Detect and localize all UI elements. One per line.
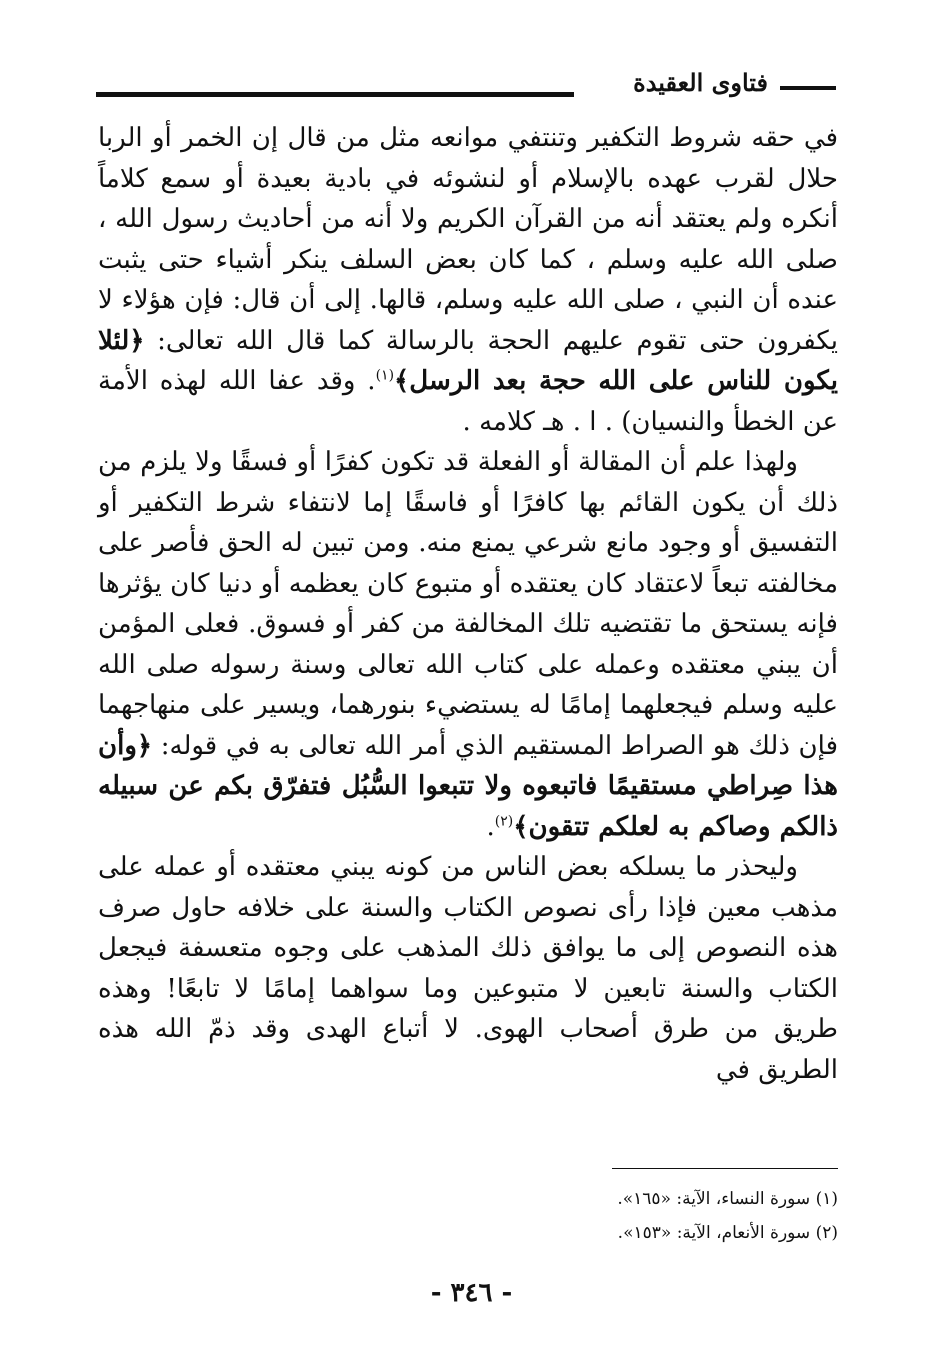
header-title: فتاوى العقيدة [633, 68, 768, 97]
paragraph-text: . وقد عفا الله لهذه الأمة عن الخطأ والنسيان) . ا . هـ كلامه . [98, 366, 838, 437]
running-header [96, 68, 836, 104]
paragraph-text: ولهذا علم أن المقالة أو الفعلة قد تكون كفرًا أو فسقًا ولا يلزم من ذلك أن يكون القائم بها كافرًا أو فاسقًا إما لانتفاء شرط التكفير أو التفسيق أو وجود مانع شرعي يمنع منه. ومن تبين له الحق فأصر على مخالفته تبعاً لاعتقاد كان يعتقده أو متبوع كان يعظمه أو دنيا كان يؤثرها فإنه يستحق ما تقتضيه تلك المخالفة من كفر أو فسوق. فعلى المؤمن أن يبني معتقده وعمله على كتاب الله تعالى وسنة رسوله صلى الله عليه وسلم فيجعلهما إمامًا له يستضيء بنورهما، ويسير على منهاجهما فإن ذلك هو الصراط المستقيم الذي أمر الله تعالى به في قوله: [98, 447, 838, 761]
footnote-separator [612, 1168, 838, 1169]
footnote-reference: (٢) [494, 812, 514, 829]
header-short-rule [780, 86, 836, 90]
paragraph-text: في حقه شروط التكفير وتنتفي موانعه مثل من قال إن الخمر أو الربا حلال لقرب عهده بالإسلام أو لنشوئه في بادية بعيدة أو سمع كلاماً أنكره ولم يعتقد أنه من القرآن الكريم ولا أنه من أحاديث رسول الله ، صلى الله عليه وسلم ، كما كان بعض السلف ينكر أشياء حتى يثبت عنده أن النبي ، صلى الله عليه وسلم، قالها. إلى أن قال: فإن هؤلاء لا يكفرون حتى تقوم عليهم الحجة بالرسالة كما قال الله تعالى: [98, 123, 838, 356]
quran-verse: ﴿وأن هذا صِراطي مستقيمًا فاتبعوه ولا تتبعوا السُّبُل فتفرّق بكم عن سبيله ذالكم وصاكم به لعلكم تتقون﴾ [98, 730, 838, 842]
paragraph-text: . [486, 811, 495, 842]
footnote: (٢) سورة الأنعام، الآية: «١٥٣». [617, 1223, 838, 1243]
paragraph [98, 118, 838, 442]
footnotes [98, 1182, 838, 1250]
body-text [98, 118, 838, 1090]
paragraph [98, 847, 838, 1090]
footnote-reference: (١) [375, 367, 395, 384]
page-number: - ٣٤٦ - [430, 1278, 513, 1308]
header-long-rule [96, 92, 574, 97]
paragraph-text: وليحذر ما يسلكه بعض الناس من كونه يبني معتقده أو عمله على مذهب معين فإذا رأى نصوص الكتاب والسنة على خلافه حاول صرف هذه النصوص إلى ما يوافق ذلك المذهب على وجوه متعسفة فيجعل الكتاب والسنة تابعين لا متبوعين وما سواهما إمامًا لا تابعًا! وهذه طريق من طرق أصحاب الهوى. لا أتباع الهدى وقد ذمّ الله هذه الطريق في [98, 852, 838, 1085]
quran-verse: ﴿لئلا يكون للناس على الله حجة بعد الرسل﴾ [98, 325, 838, 396]
footnote: (١) سورة النساء، الآية: «١٦٥». [617, 1189, 838, 1209]
paragraph [98, 442, 838, 847]
